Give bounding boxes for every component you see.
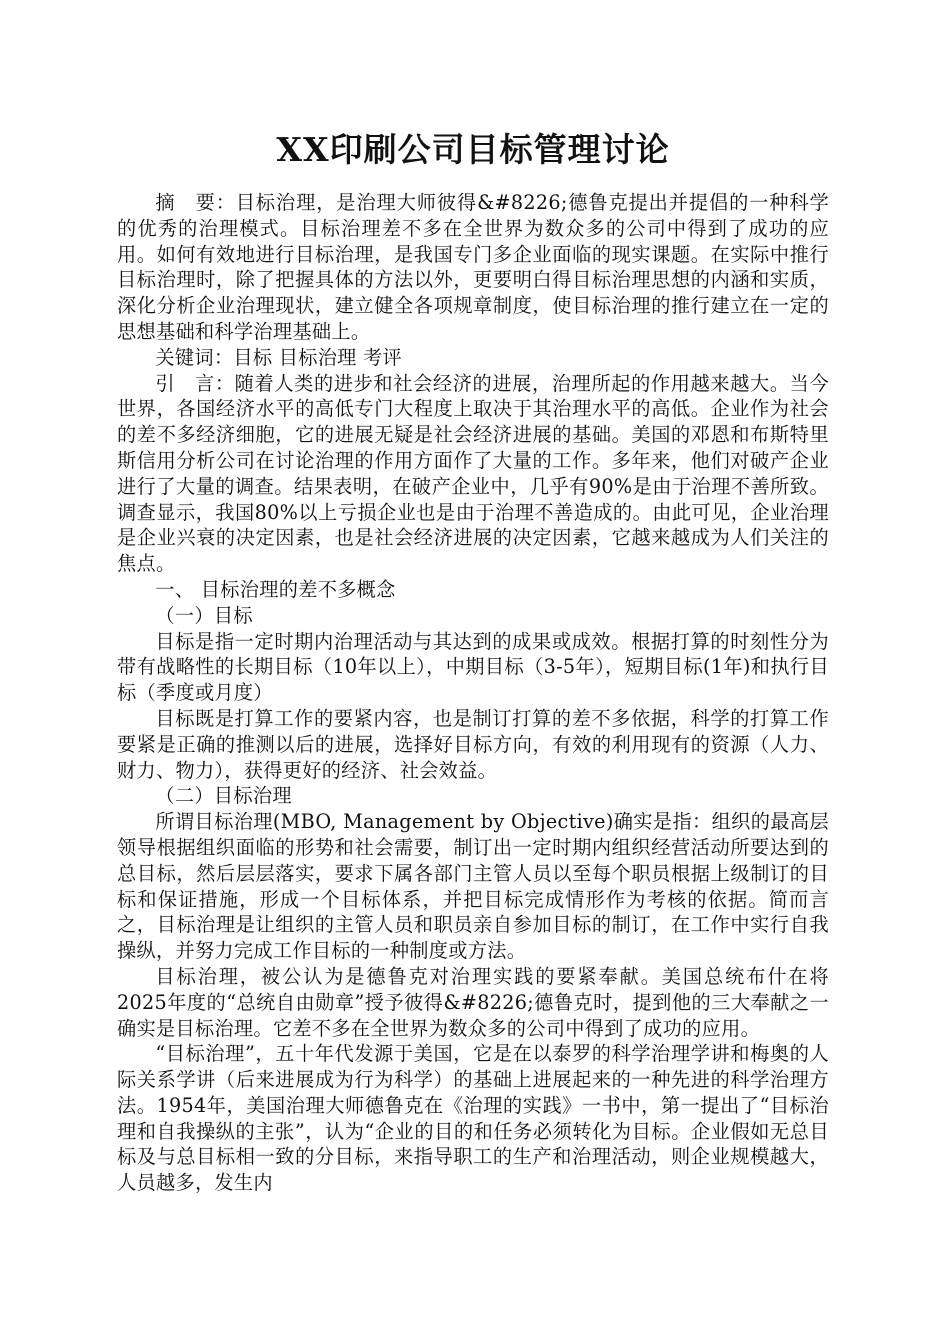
section-heading-1: 一、 目标治理的差不多概念 bbox=[155, 577, 396, 601]
introduction-paragraph: 引 言：随着人类的进步和社会经济的进展，治理所起的作用越来越大。当今世界，各国经济水平的高低专门大程度上取决于其治理水平的高低。企业作为社会的差不多经济细胞，它的进展无疑是社会经济进展的基础。美国的邓恩和布斯特里斯信用分析公司在讨论治理的作用方面作了大量的工作。多年来，他们对破产企业进行了大量的调查。结果表明，在破产企业中，几乎有90%是由于治理不善所致。调查显示，我国80%以上亏损企业也是由于治理不善造成的。由此可见，企业治理是企业兴衰的决定因素，也是社会经济进展的决定因素，它越来越成为人们关注的焦点。 bbox=[117, 371, 829, 576]
body-paragraph: 目标是指一定时期内治理活动与其达到的成果或成效。根据打算的时刻性分为带有战略性的长期目标（10年以上），中期目标（3-5年），短期目标(1年)和执行目标（季度或月度） bbox=[117, 629, 829, 705]
body-paragraph: 目标既是打算工作的要紧内容，也是制订打算的差不多依据，科学的打算工作要紧是正确的推测以后的进展，选择好目标方向，有效的利用现有的资源（人力、财力、物力），获得更好的经济、社会效益。 bbox=[117, 706, 829, 782]
document-title: XX印刷公司目标管理讨论 bbox=[276, 130, 670, 169]
body-paragraph: 所谓目标治理(MBO, Management by Objective)确实是指：组织的最高层领导根据组织面临的形势和社会需要，制订出一定时期内组织经营活动所要达到的总目标，然后层层落实，要求下属各部门主管人员以至每个职员根据上级制订的目标和保证措施，形成一个目标体系，并把目标完成情形作为考核的依据。简而言之，目标治理是让组织的主管人员和职员亲自参加目标的制订，在工作中实行自我操纵，并努力完成工作目标的一种制度或方法。 bbox=[117, 810, 829, 963]
document-body bbox=[117, 190, 829, 1196]
body-paragraph: “目标治理”，五十年代发源于美国，它是在以泰罗的科学治理学讲和梅奥的人际关系学讲（后来进展成为行为科学）的基础上进展起来的一种先进的科学治理方法。1954年，美国治理大师德鲁克在《治理的实践》一书中，第一提出了“目标治理和自我操纵的主张”，认为“企业的目的和任务必须转化为目标。企业假如无总目标及与总目标相一致的分目标，来指导职工的生产和治理活动，则企业规模越大，人员越多，发生内 bbox=[117, 1042, 829, 1195]
document-page bbox=[117, 128, 829, 1196]
subsection-heading-1: （一）目标 bbox=[155, 603, 253, 627]
keywords-paragraph: 关键词：目标 目标治理 考评 bbox=[155, 345, 403, 369]
abstract-paragraph: 摘 要：目标治理，是治理大师彼得&#8226;德鲁克提出并提倡的一种科学的优秀的治理模式。目标治理差不多在全世界为数众多的公司中得到了成功的应用。如何有效地进行目标治理，是我国专门多企业面临的现实课题。在实际中推行目标治理时，除了把握具体的方法以外，更要明白得目标治理思想的内涵和实质，深化分析企业治理现状，建立健全各项规章制度，使目标治理的推行建立在一定的思想基础和科学治理基础上。 bbox=[117, 191, 829, 343]
subsection-heading-2: （二）目标治理 bbox=[155, 784, 292, 808]
body-paragraph: 目标治理，被公认为是德鲁克对治理实践的要紧奉献。美国总统布什在将2025年度的“总统自由勋章”授予彼得&#8226;德鲁克时，提到他的三大奉献之一确实是目标治理。它差不多在全世界为数众多的公司中得到了成功的应用。 bbox=[117, 964, 829, 1040]
